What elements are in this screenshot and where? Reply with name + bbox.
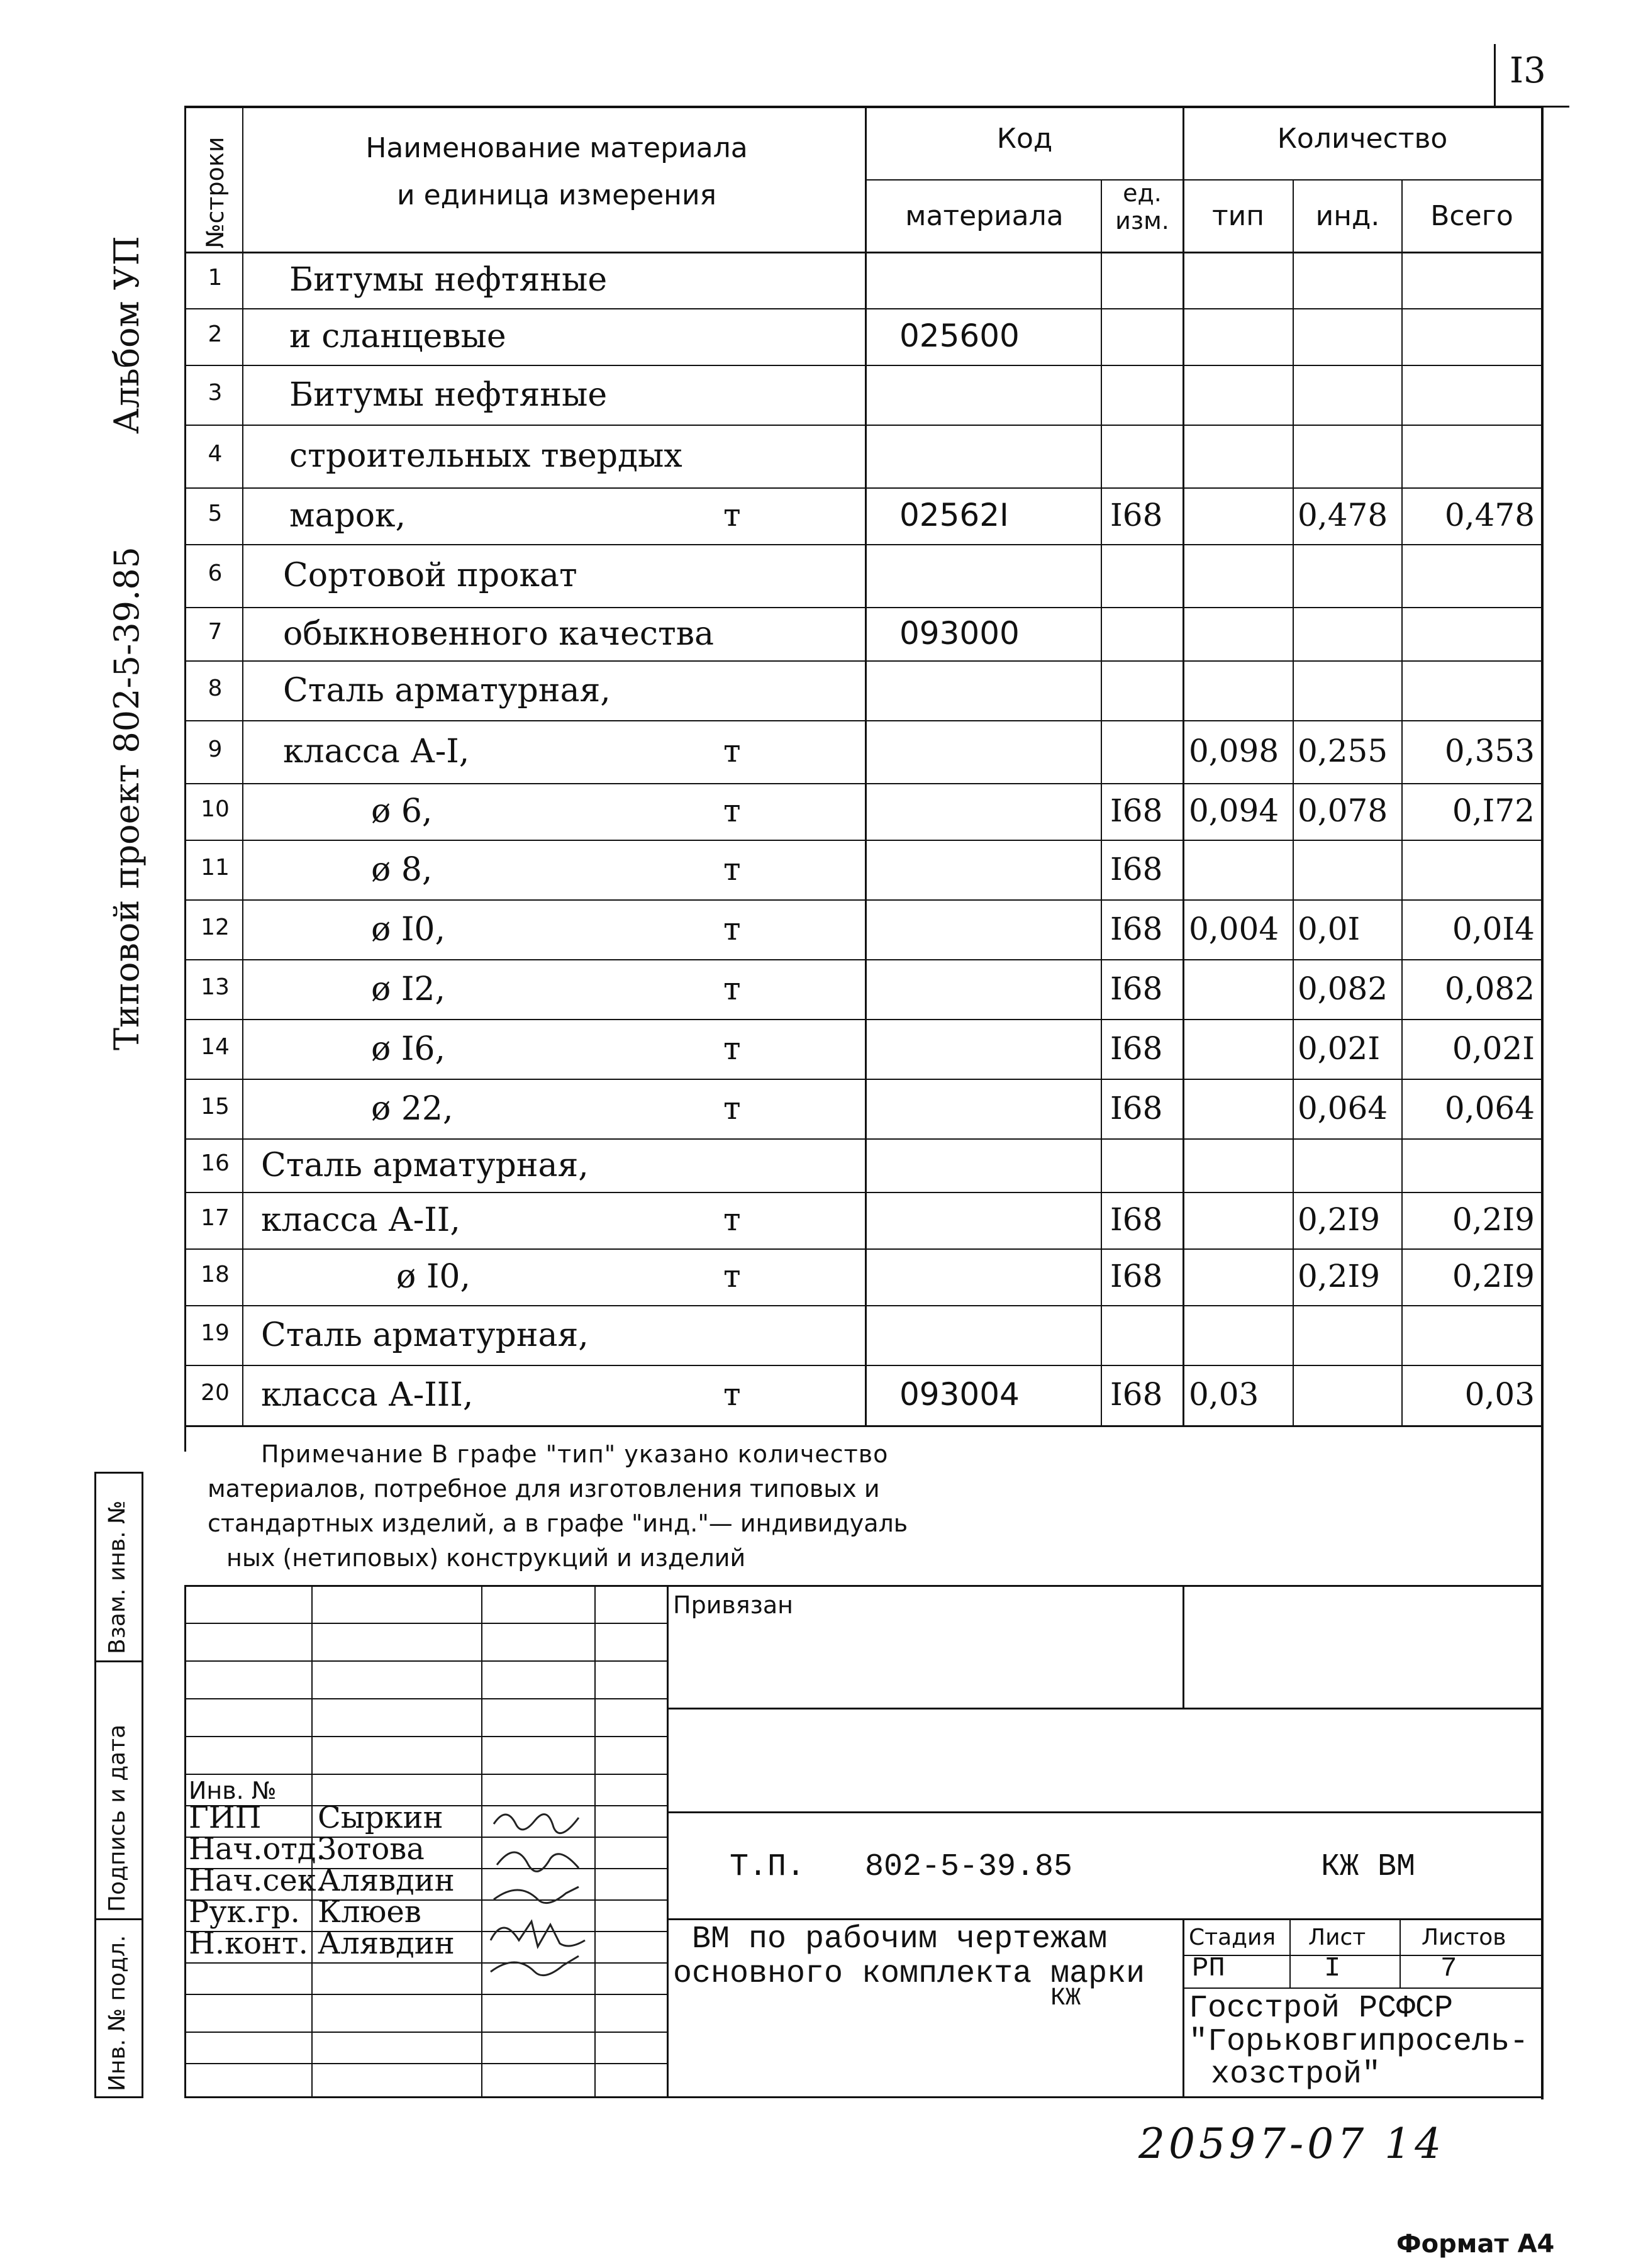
staff-role: Нач.отд. xyxy=(189,1832,326,1867)
sheet-number: I3 xyxy=(1510,50,1546,91)
titleblock-designation-bottom xyxy=(667,1918,1543,1920)
material-name: класса А-I, xyxy=(283,733,470,770)
material-name: класса А-II, xyxy=(261,1201,460,1239)
unit-code: I68 xyxy=(1110,850,1163,887)
qty-total: 0,0I4 xyxy=(1452,910,1535,947)
unit-mark: т xyxy=(723,1201,741,1238)
material-name: ø I6, xyxy=(371,1030,445,1068)
sig-row-2 xyxy=(184,1660,667,1662)
staff-name: Сыркин xyxy=(318,1800,443,1835)
material-name: марок, xyxy=(289,497,406,535)
qty-total: 0,353 xyxy=(1444,733,1535,769)
qty-ind: 0,064 xyxy=(1298,1089,1388,1126)
left-strip-sep1 xyxy=(94,1660,143,1662)
header-name-line1: Наименование материала xyxy=(365,132,748,164)
row-separator xyxy=(184,1138,1543,1140)
sheet-value: I xyxy=(1324,1953,1341,1984)
titleblock-left xyxy=(184,1585,186,2098)
row-number: 10 xyxy=(201,796,230,822)
privyazan-label: Привязан xyxy=(673,1591,793,1619)
unit-code: I68 xyxy=(1110,1376,1163,1413)
qty-ind: 0,2I9 xyxy=(1298,1258,1381,1294)
material-name: строительных твердых xyxy=(289,437,682,475)
left-strip-bottom xyxy=(94,2096,143,2098)
stage-label: Стадия xyxy=(1189,1925,1276,1950)
row-separator xyxy=(184,660,1543,662)
left-strip-sep2 xyxy=(94,1918,143,1920)
titleblock-stage-bottom xyxy=(1182,1987,1543,1989)
project-label: Типовой проект 802-5-39.85 xyxy=(107,547,147,1050)
staff-role: ГИП xyxy=(189,1800,262,1835)
unit-mark: т xyxy=(723,970,741,1007)
unit-mark: т xyxy=(723,850,741,887)
row-separator xyxy=(184,720,1543,721)
row-separator xyxy=(184,1305,1543,1306)
unit-mark: т xyxy=(723,910,741,947)
unit-mark: т xyxy=(723,733,741,769)
left-strip-border xyxy=(94,1472,96,2098)
qty-ind: 0,0I xyxy=(1298,910,1361,947)
table-bottom xyxy=(184,1425,1543,1427)
qty-total: 0,2I9 xyxy=(1452,1258,1535,1294)
signatures-image xyxy=(481,1805,601,2000)
sig-row-5 xyxy=(184,1774,667,1775)
row-separator xyxy=(184,1079,1543,1080)
material-name: класса А-III, xyxy=(261,1376,474,1414)
header-code-material: материала xyxy=(905,200,1064,232)
qty-total: 0,478 xyxy=(1444,497,1535,533)
qty-type: 0,094 xyxy=(1189,792,1279,829)
designation-prefix: Т.П. xyxy=(730,1849,806,1885)
titleblock-designation-top xyxy=(667,1811,1543,1813)
qty-total: 0,02I xyxy=(1452,1030,1535,1067)
titleblock-bottom xyxy=(184,2096,1543,2098)
row-separator xyxy=(184,783,1543,784)
material-code: 093004 xyxy=(899,1376,1020,1413)
unit-mark: т xyxy=(723,1258,741,1294)
material-name: ø I2, xyxy=(371,970,445,1008)
row-separator xyxy=(184,308,1543,309)
stamp-inv-podl: Инв. № подл. xyxy=(104,1935,130,2091)
header-row-number: №строки xyxy=(201,136,229,248)
note-line2: материалов, потребное для изготовления типовых и xyxy=(208,1475,880,1503)
col-sep-name xyxy=(865,106,867,1426)
col-sep-unit xyxy=(1182,106,1184,1426)
material-name: Сталь арматурная, xyxy=(261,1316,589,1354)
material-code: 093000 xyxy=(899,614,1020,652)
staff-name: Алявдин xyxy=(318,1863,455,1898)
header-subline xyxy=(865,179,1542,181)
material-name: Сталь арматурная, xyxy=(261,1146,589,1184)
titleblock-org-left xyxy=(1182,1918,1184,2096)
material-code: 025600 xyxy=(899,318,1020,354)
row-separator xyxy=(184,425,1543,426)
qty-ind: 0,255 xyxy=(1298,733,1388,769)
org-line1: Госстрой РСФСР xyxy=(1189,1991,1454,2026)
unit-mark: т xyxy=(723,792,741,829)
qty-ind: 0,478 xyxy=(1298,497,1388,533)
staff-name: Клюев xyxy=(318,1894,421,1930)
header-qty-ind: инд. xyxy=(1315,200,1380,232)
stage-value: РП xyxy=(1192,1953,1225,1984)
unit-mark: т xyxy=(723,1376,741,1413)
qty-total: 0,2I9 xyxy=(1452,1201,1535,1238)
row-separator xyxy=(184,899,1543,901)
note-line1: Примечание В графе "тип" указано количество xyxy=(261,1440,889,1468)
row-number: 11 xyxy=(201,854,230,881)
header-qty-type: тип xyxy=(1212,200,1264,232)
title-line1: ВМ по рабочим чертежам xyxy=(692,1921,1108,1957)
qty-total: 0,I72 xyxy=(1452,792,1535,829)
row-number: 7 xyxy=(208,618,223,645)
material-name: Битумы нефтяные xyxy=(289,375,608,414)
table-left-border xyxy=(184,106,186,1452)
unit-mark: т xyxy=(723,497,741,533)
note-line4: ных (нетиповых) конструкций и изделий xyxy=(226,1544,746,1572)
unit-code: I68 xyxy=(1110,910,1163,947)
material-name: ø 8, xyxy=(371,850,433,889)
staff-role: Нач.сек. xyxy=(189,1863,326,1898)
header-code: Код xyxy=(996,123,1053,155)
left-strip-inner xyxy=(142,1472,143,2098)
titleblock-privyazan-bottom xyxy=(667,1708,1543,1709)
unit-code: I68 xyxy=(1110,1201,1163,1238)
titleblock-stage-sep2 xyxy=(1400,1918,1401,1987)
sig-row-3 xyxy=(184,1698,667,1699)
material-code: 02562I xyxy=(899,497,1009,533)
row-number: 3 xyxy=(208,379,223,406)
qty-ind: 0,078 xyxy=(1298,792,1388,829)
unit-mark: т xyxy=(723,1089,741,1126)
unit-mark: т xyxy=(723,1030,741,1067)
table-top-border xyxy=(184,106,1543,108)
titleblock-top xyxy=(184,1585,1543,1587)
col-sep-ind xyxy=(1401,179,1403,1426)
row-separator xyxy=(184,544,1543,545)
title-line2: основного комплекта марки xyxy=(673,1956,1145,1992)
qty-ind: 0,2I9 xyxy=(1298,1201,1381,1238)
material-name: ø I0, xyxy=(396,1258,470,1296)
staff-role: Н.конт. xyxy=(189,1926,308,1961)
designation-mark: КЖ ВМ xyxy=(1321,1849,1416,1885)
row-number: 20 xyxy=(201,1380,230,1406)
org-line2: "Горьковгипросель- xyxy=(1189,2024,1529,2060)
row-number: 16 xyxy=(201,1150,230,1176)
col-sep-tip xyxy=(1293,179,1294,1426)
row-number: 13 xyxy=(201,974,230,1000)
qty-total: 0,064 xyxy=(1444,1089,1535,1126)
row-number: 5 xyxy=(208,501,223,526)
qty-type: 0,004 xyxy=(1189,910,1279,947)
material-name: ø 22, xyxy=(371,1089,454,1128)
unit-code: I68 xyxy=(1110,970,1163,1007)
designation-number: 802-5-39.85 xyxy=(865,1849,1073,1885)
stamp-podpis-data: Подпись и дата xyxy=(104,1724,130,1912)
row-separator xyxy=(184,365,1543,366)
material-name: ø 6, xyxy=(371,792,433,830)
left-strip-top xyxy=(94,1472,143,1474)
sig-row-13 xyxy=(184,2032,667,2033)
title-line3: КЖ xyxy=(1050,1984,1081,2013)
row-number: 14 xyxy=(201,1033,230,1060)
sig-row-1 xyxy=(184,1623,667,1624)
row-number: 9 xyxy=(208,737,223,762)
titleblock-stage-sep1 xyxy=(1289,1918,1291,1987)
row-number: 18 xyxy=(201,1262,230,1287)
row-separator xyxy=(184,1248,1543,1250)
row-separator xyxy=(184,840,1543,841)
sheets-value: 7 xyxy=(1440,1953,1457,1984)
header-bottom xyxy=(184,252,1543,253)
row-number: 8 xyxy=(208,675,223,701)
unit-code: I68 xyxy=(1110,497,1163,533)
header-qty-total: Всего xyxy=(1430,200,1513,232)
row-number: 12 xyxy=(201,914,230,940)
stamp-vzam-inv: Взам. инв. № xyxy=(104,1500,130,1654)
qty-ind: 0,02I xyxy=(1298,1030,1381,1067)
material-name: обыкновенного качества xyxy=(283,614,715,653)
staff-name: Зотова xyxy=(318,1832,425,1867)
album-label: Альбом УП xyxy=(107,236,147,434)
unit-code: I68 xyxy=(1110,792,1163,829)
doc-number-handwritten: 20597-07 14 xyxy=(1138,2120,1445,2168)
titleblock-mid xyxy=(667,1585,669,2098)
qty-type: 0,098 xyxy=(1189,733,1279,769)
staff-name: Алявдин xyxy=(318,1926,455,1961)
qty-type: 0,03 xyxy=(1189,1376,1259,1413)
titleblock-right-sep xyxy=(1182,1585,1184,1708)
row-number: 19 xyxy=(201,1320,230,1346)
row-number: 15 xyxy=(201,1093,230,1120)
header-qty: Количество xyxy=(1277,123,1448,155)
row-separator xyxy=(184,487,1543,489)
unit-code: I68 xyxy=(1110,1089,1163,1126)
row-separator xyxy=(184,959,1543,960)
sheet-label: Лист xyxy=(1308,1925,1366,1950)
sheets-label: Листов xyxy=(1422,1925,1506,1950)
row-separator xyxy=(184,607,1543,608)
material-name: ø I0, xyxy=(371,910,445,948)
row-number: 4 xyxy=(208,441,223,467)
qty-total: 0,082 xyxy=(1444,970,1535,1007)
sheet-number-divider xyxy=(1494,44,1496,107)
col-sep-code xyxy=(1101,179,1102,1426)
row-number: 1 xyxy=(208,265,223,291)
qty-total: 0,03 xyxy=(1464,1376,1535,1413)
staff-role: Рук.гр. xyxy=(189,1894,300,1930)
row-separator xyxy=(184,1192,1543,1193)
row-number: 6 xyxy=(208,560,223,586)
material-name: и сланцевые xyxy=(289,318,506,355)
header-code-unit: ед. изм. xyxy=(1115,179,1169,235)
row-number: 2 xyxy=(208,321,223,347)
row-separator xyxy=(184,1365,1543,1366)
table-right-border xyxy=(1541,106,1544,2099)
titleblock-stage-subline xyxy=(1182,1955,1543,1956)
inv-no-label: Инв. № xyxy=(189,1777,284,1804)
qty-ind: 0,082 xyxy=(1298,970,1388,1007)
header-name-line2: и единица измерения xyxy=(396,179,717,211)
note-line3: стандартных изделий, а в графе "инд."— индивидуаль xyxy=(208,1509,908,1537)
org-line3: хозстрой" xyxy=(1211,2057,1381,2093)
format-label: Формат А4 xyxy=(1396,2230,1555,2259)
material-name: Сталь арматурная, xyxy=(283,671,611,709)
row-number: 17 xyxy=(201,1205,230,1231)
row-separator xyxy=(184,1019,1543,1020)
sig-row-4 xyxy=(184,1736,667,1737)
sig-row-14 xyxy=(184,2063,667,2064)
material-name: Битумы нефтяные xyxy=(289,261,608,299)
unit-code: I68 xyxy=(1110,1030,1163,1067)
unit-code: I68 xyxy=(1110,1258,1163,1294)
material-name: Сортовой прокат xyxy=(283,557,577,594)
